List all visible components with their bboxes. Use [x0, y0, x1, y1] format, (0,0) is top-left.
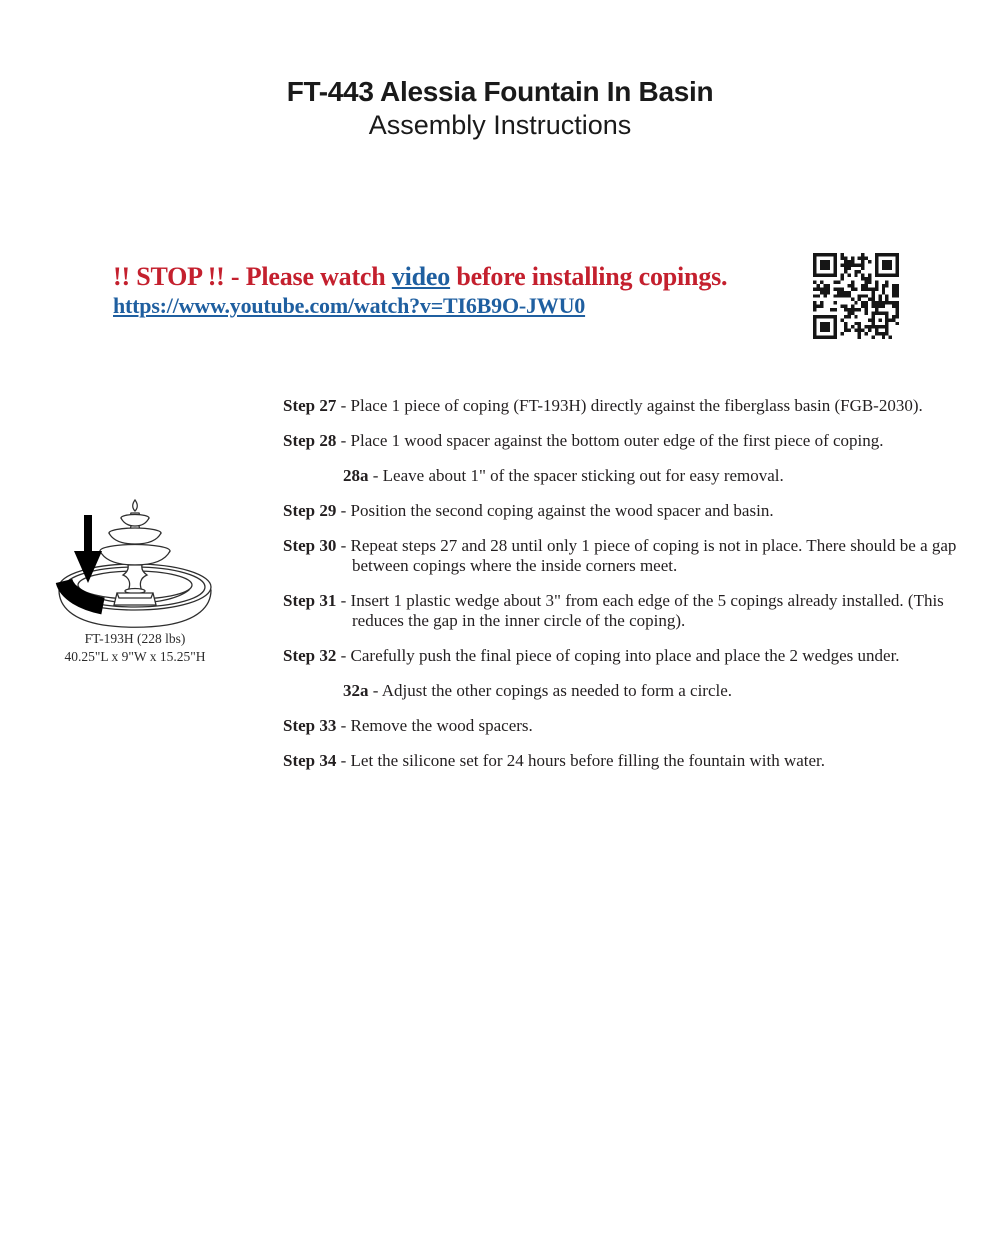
step-item	[283, 591, 963, 631]
step-item	[283, 536, 963, 576]
page-title: FT-443 Alessia Fountain In Basin	[286, 76, 714, 107]
step-text: Let the silicone set for 24 hours before filling the fountain with water.	[350, 751, 826, 770]
step-label: Step 33	[283, 716, 337, 735]
step-separator: -	[336, 646, 351, 665]
step-item	[343, 681, 963, 701]
qr-code	[813, 253, 899, 339]
step-separator: -	[336, 751, 351, 770]
step-label: Step 29	[283, 501, 337, 520]
step-item	[283, 716, 963, 736]
step-item	[283, 751, 963, 771]
step-text: Leave about 1" of the spacer sticking out for easy removal.	[382, 466, 784, 485]
step-item	[283, 501, 963, 521]
step-separator: -	[336, 716, 351, 735]
fountain-figure	[50, 495, 220, 665]
figure-dimensions-label: 40.25"L x 9"W x 15.25"H	[64, 649, 206, 664]
step-label: Step 28	[283, 431, 337, 450]
step-label: Step 31	[283, 591, 337, 610]
stop-notice-suffix: before installing copings.	[450, 262, 728, 291]
qr-code-image	[813, 253, 899, 339]
step-label: Step 32	[283, 646, 337, 665]
step-label: Step 34	[283, 751, 337, 770]
step-separator: -	[336, 536, 351, 555]
fountain-illustration	[51, 495, 219, 629]
stop-notice	[113, 261, 813, 319]
step-label: 32a	[343, 681, 369, 700]
step-item	[283, 431, 963, 451]
steps-list	[283, 388, 963, 786]
step-text: Place 1 piece of coping (FT-193H) directly against the fiberglass basin (FGB-2030).	[350, 396, 923, 415]
step-item	[343, 466, 963, 486]
page-subtitle: Assembly Instructions	[368, 110, 632, 140]
step-item	[283, 396, 963, 416]
coping-highlight	[64, 581, 103, 606]
video-link[interactable]: video	[391, 262, 451, 291]
down-arrow-icon	[74, 515, 102, 583]
step-separator: -	[336, 501, 351, 520]
step-separator: -	[368, 466, 383, 485]
stop-notice-prefix: !! STOP !! - Please watch	[113, 262, 392, 291]
step-text: Carefully push the final piece of coping into place and place the 2 wedges under.	[350, 646, 900, 665]
step-text: Insert 1 plastic wedge about 3" from each edge of the 5 copings already installed. (This reduces the gap in the inner circle of the coping).	[350, 591, 944, 630]
figure-model-label: FT-193H (228 lbs)	[84, 631, 186, 646]
step-text: Position the second coping against the wood spacer and basin.	[350, 501, 774, 520]
stop-notice-line	[113, 261, 813, 292]
step-text: Repeat steps 27 and 28 until only 1 piece of coping is not in place. There should be a gap between copings where the inside corners meet.	[350, 536, 957, 575]
step-text: Adjust the other copings as needed to form a circle.	[381, 681, 733, 700]
document-header	[0, 74, 1000, 142]
step-separator: -	[336, 591, 351, 610]
step-separator: -	[368, 681, 382, 700]
step-separator: -	[336, 396, 351, 415]
youtube-url-link[interactable]: https://www.youtube.com/watch?v=TI6B9O-JWU0	[113, 293, 586, 318]
step-label: Step 27	[283, 396, 337, 415]
step-text: Place 1 wood spacer against the bottom outer edge of the first piece of coping.	[350, 431, 884, 450]
step-label: 28a	[343, 466, 369, 485]
step-separator: -	[336, 431, 351, 450]
step-item	[283, 646, 963, 666]
step-label: Step 30	[283, 536, 337, 555]
step-text: Remove the wood spacers.	[350, 716, 533, 735]
